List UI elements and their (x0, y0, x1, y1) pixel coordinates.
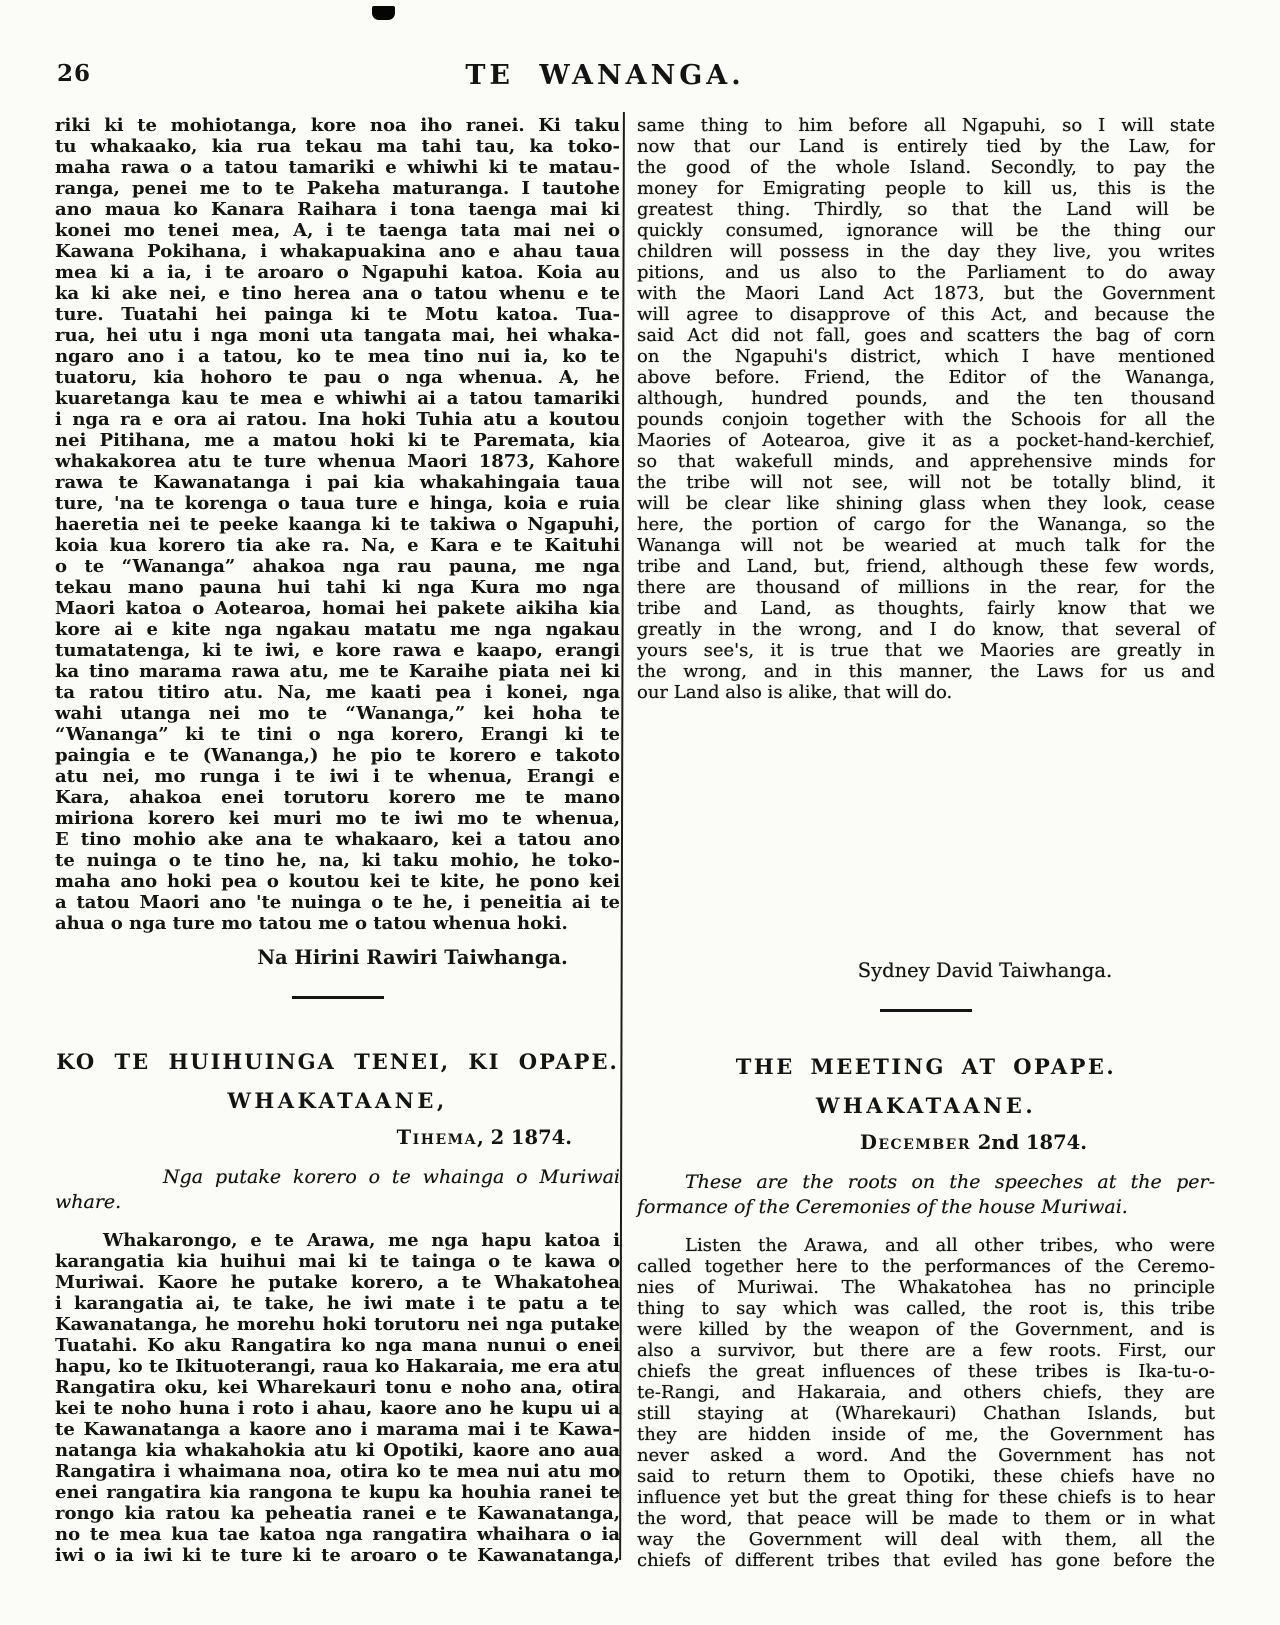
text-line: haeretia nei te peeke kaanga ki te takiwa o Ngapuhi, (55, 514, 620, 535)
text-line: above before. Friend, the Editor of the Wananga, (637, 367, 1215, 388)
text-line: These are the roots on the speeches at the per- (685, 1171, 1215, 1193)
text-line: same thing to him before all Ngapuhi, so I will state (637, 115, 1215, 136)
text-line: tribe and Land, but, friend, although these few words, (637, 556, 1215, 577)
right-column (637, 115, 1215, 1571)
text-line: tu whakaako, kia rua tekau ma tahi tau, ka toko- (55, 136, 620, 157)
text-line: the good of the whole Island. Secondly, to pay the (637, 157, 1215, 178)
text-line: i karangatia ai, te take, he iwi mate i te patu a te (55, 1293, 620, 1314)
text-line: konei mo tenei mea, A, i te taenga tata mai nei o (55, 220, 620, 241)
text-line: chiefs of different tribes that eviled has gone before the (637, 1550, 1215, 1571)
text-line: here, the portion of cargo for the Wananga, so the (637, 514, 1215, 535)
date-month: December (859, 1131, 971, 1154)
text-line: maha ano hoki pea o koutou kei te kite, he pono kei (55, 871, 620, 892)
text-line: rawa te Kawanatanga i pai kia whakahingaia taua (55, 472, 620, 493)
english-article-paragraph (637, 1235, 1215, 1571)
section-divider-rule (880, 1009, 972, 1012)
masthead-title: TE WANANGA. (465, 60, 745, 91)
text-line: they are hidden inside of me, the Government has (637, 1424, 1215, 1445)
article-subtitle-maori: WHAKATAANE, (227, 1088, 448, 1113)
english-continuation-paragraph (637, 115, 1215, 703)
text-line: te Kawanatanga a kaore ano i marama mai i te Kawa- (55, 1419, 620, 1440)
text-line: kuaretanga kau te mea e whiwhi ai a tatou tamariki (55, 388, 620, 409)
text-line: kore ai e kite nga ngakau matatu me nga ngakau (55, 619, 620, 640)
text-line: Listen the Arawa, and all other tribes, who were (685, 1235, 1215, 1256)
article-lead-italic-maori (55, 1165, 620, 1215)
text-line: te nuinga o te tino he, na, ki taku mohio, he toko- (55, 850, 620, 871)
text-line: although, hundred pounds, and the ten thousand (637, 388, 1215, 409)
text-line: ka tino marama rawa atu, me te Karaihe piata nei ki (55, 661, 620, 682)
text-line: te-Rangi, and Hakaraia, and others chiefs, they are (637, 1382, 1215, 1403)
text-line: iwi o ia iwi ki te ture ki te aroaro o te Kawanatanga, (55, 1545, 620, 1566)
text-line: the tribe will not see, will not be totally blind, it (637, 472, 1215, 493)
text-line: there are thousand of millions in the rear, for the (637, 577, 1215, 598)
text-line: tumatatenga, ki te iwi, e kore rawa e kaapo, erangi (55, 640, 620, 661)
text-line: on the Ngapuhi's district, which I have mentioned (637, 346, 1215, 367)
text-line: Rangatira i whaimana noa, otira ko te mea nui atu mo (55, 1461, 620, 1482)
text-line: with the Maori Land Act 1873, but the Government (637, 283, 1215, 304)
page-number: 26 (57, 60, 92, 87)
text-line: Kawanatanga, he morehu hoki torutoru nei nga putake (55, 1314, 620, 1335)
signature-maori: Na Hirini Rawiri Taiwhanga. (257, 946, 568, 969)
text-line: Nga putake korero o te whainga o Muriwai (163, 1166, 620, 1188)
text-line: tekau mano pauna hui tahi ki nga Kura mo nga (55, 577, 620, 598)
text-line: Whakarongo, e te Arawa, me nga hapu katoa i (103, 1230, 620, 1251)
text-line: still staying at (Wharekauri) Chathan Islands, but (637, 1403, 1215, 1424)
text-line: also a survivor, but there are a few roots. First, our (637, 1340, 1215, 1361)
text-line: thing to say which was called, the root is, this tribe (637, 1298, 1215, 1319)
text-line: Rangatira oku, kei Wharekauri tonu e noho ana, otira (55, 1377, 620, 1398)
text-line: chiefs the great influences of these tribes is Ika-tu-o- (637, 1361, 1215, 1382)
text-line: Muriwai. Kaore he putake korero, a te Whakatohea (55, 1272, 620, 1293)
text-line: were killed by the weapon of the Government, and is (637, 1319, 1215, 1340)
text-line: o te “Wananga” ahakoa nga rau pauna, me nga (55, 556, 620, 577)
text-line: Maories of Aotearoa, give it as a pocket-hand-kerchief, (637, 430, 1215, 451)
text-line: atu nei, mo runga i te iwi i te whenua, Erangi e (55, 766, 620, 787)
text-line: ranga, penei me to te Pakeha maturanga. I tautohe (55, 178, 620, 199)
text-line: influence yet but the great thing for these chiefs is to hear (637, 1487, 1215, 1508)
text-line: hapu, ko te Ikituoterangi, raua ko Hakaraia, me era atu (55, 1356, 620, 1377)
text-line: our Land also is alike, that will do. (637, 682, 953, 703)
text-line: Maori katoa o Aotearoa, homai hei pakete aikiha kia (55, 598, 620, 619)
text-line: natanga kia whakahokia atu ki Opotiki, kaore ano aua (55, 1440, 620, 1461)
signature-english: Sydney David Taiwhanga. (857, 959, 1113, 982)
text-line: Tuatahi. Ko aku Rangatira ko nga mana nunui o enei (55, 1335, 620, 1356)
article-date-english (637, 1131, 1215, 1155)
text-line: Kawana Pokihana, i whakapuakina ano e ahau taua (55, 241, 620, 262)
article-lead-italic-english (637, 1170, 1215, 1220)
text-line: mea ki a ia, i te aroaro o Ngapuhi katoa. Koia au (55, 262, 620, 283)
date-rest: 2nd 1874. (970, 1131, 1087, 1154)
text-line: rua, hei utu i nga moni uta tangata mai, hei whaka- (55, 325, 620, 346)
text-line: said to return them to Opotiki, these chiefs have no (637, 1466, 1215, 1487)
text-line: ture. Tuatahi hei painga ki te Motu katoa. Tua- (55, 304, 620, 325)
article-subtitle-english: WHAKATAANE. (815, 1093, 1037, 1118)
text-line: i nga ra e ora ai ratou. Ina hoki Tuhia atu a koutou (55, 409, 620, 430)
text-line: whare. (55, 1191, 122, 1213)
text-line: said Act did not fall, goes and scatters the bag of corn (637, 325, 1215, 346)
date-rest: , 2 1874. (477, 1126, 572, 1149)
text-line: a tatou Maori ano 'te nuinga o te he, i peneitia ai te (55, 892, 620, 913)
text-line: will agree to disapprove of this Act, and because the (637, 304, 1215, 325)
text-line: “Wananga” ki te tini o nga korero, Erangi ki te (55, 724, 620, 745)
text-line: ano maua ko Kanara Raihara i tona taenga mai ki (55, 199, 620, 220)
text-line: koia kua korero tia ake ra. Na, e Kara e te Kaituhi (55, 535, 620, 556)
text-line: the wrong, and in this manner, the Laws for us and (637, 661, 1215, 682)
article-date-maori (55, 1126, 620, 1150)
text-line: quickly consumed, ignorance will be the thing our (637, 220, 1215, 241)
text-line: way the Government will deal with them, all the (637, 1529, 1215, 1550)
text-line: Kara, ahakoa enei torutoru korero me te mano (55, 787, 620, 808)
text-line: no te mea kua tae katoa nga rangatira whaihara o ia (55, 1524, 620, 1545)
text-line: ngaro ano i a tatou, ko te mea tino nui ia, ko te (55, 346, 620, 367)
text-line: will be clear like shining glass when they look, cease (637, 493, 1215, 514)
text-line: paingia e te (Wananga,) he pio te korero e takoto (55, 745, 620, 766)
text-line: E tino mohio ake ana te whakaaro, kei a tatou ano (55, 829, 620, 850)
text-line: riki ki te mohiotanga, kore noa iho ranei. Ki taku (55, 115, 620, 136)
text-line: kei te noho huna i roto i ahau, kaore ano he kupu ui a (55, 1398, 620, 1419)
text-line: karangatia kia huihui mai ki te tainga o te kawa o (55, 1251, 620, 1272)
text-line: tribe and Land, as thoughts, fairly know that we (637, 598, 1215, 619)
text-line: Wananga will not be wearied at much talk for the (637, 535, 1215, 556)
text-line: children will possess in the day they live, you writes (637, 241, 1215, 262)
text-line: rongo kia ratou ka peheatia ranei e te Kawanatanga, (55, 1503, 620, 1524)
text-line: ta ratou titiro atu. Na, me kaati pea i konei, nga (55, 682, 620, 703)
text-line: pitions, and us also to the Parliament to do away (637, 262, 1215, 283)
text-line: nies of Muriwai. The Whakatohea has no principle (637, 1277, 1215, 1298)
maori-article-paragraph (55, 1230, 620, 1566)
text-line: wahi utanga nei mo te “Wananga,” kei hoha te (55, 703, 620, 724)
text-line: called together here to the performances of the Ceremo- (637, 1256, 1215, 1277)
article-title-english: THE MEETING AT OPAPE. (735, 1054, 1117, 1079)
section-divider-rule (292, 996, 384, 999)
text-line: maha rawa o a tatou tamariki e whiwhi ki te matau- (55, 157, 620, 178)
text-line: now that our Land is entirely tied by the Law, for (637, 136, 1215, 157)
text-line: so that wakefull minds, and apprehensive minds for (637, 451, 1215, 472)
left-column (55, 115, 620, 1566)
text-line: whakakorea atu te ture whenua Maori 1873, Kahore (55, 451, 620, 472)
text-line: greatest thing. Thirdly, so that the Land will be (637, 199, 1215, 220)
text-line: ture, 'na te korenga o taua ture e hinga, koia e ruia (55, 493, 620, 514)
text-line: enei rangatira kia rangona te kupu ka houhia ranei te (55, 1482, 620, 1503)
maori-continuation-paragraph (55, 115, 620, 934)
text-line: greatly in the wrong, and I do know, that several of (637, 619, 1215, 640)
text-line: the word, that peace will be made to them or in what (637, 1508, 1215, 1529)
text-line: miriona korero kei muri mo te iwi mo te whenua, (55, 808, 620, 829)
text-line: yours see's, it is true that we Maories are greatly in (637, 640, 1215, 661)
text-line: ahua o nga ture mo tatou me o tatou whenua hoki. (55, 913, 568, 934)
date-month: Tihema (396, 1126, 477, 1149)
article-title-maori: KO TE HUIHUINGA TENEI, KI OPAPE. (56, 1049, 619, 1074)
text-line: tuatoru, kia hohoro te pau o nga whenua. A, he (55, 367, 620, 388)
text-line: never asked a word. And the Government has not (637, 1445, 1215, 1466)
text-line: pounds conjoin together with the Schoois for all the (637, 409, 1215, 430)
text-line: formance of the Ceremonies of the house Muriwai. (637, 1196, 1128, 1218)
text-line: ka ki ake nei, e tino herea ana o tatou whenu e te (55, 283, 620, 304)
text-line: money for Emigrating people to kill us, this is the (637, 178, 1215, 199)
text-line: nei Pitihana, me a matou hoki ki te Paremata, kia (55, 430, 620, 451)
ink-blot-mark (372, 6, 395, 20)
